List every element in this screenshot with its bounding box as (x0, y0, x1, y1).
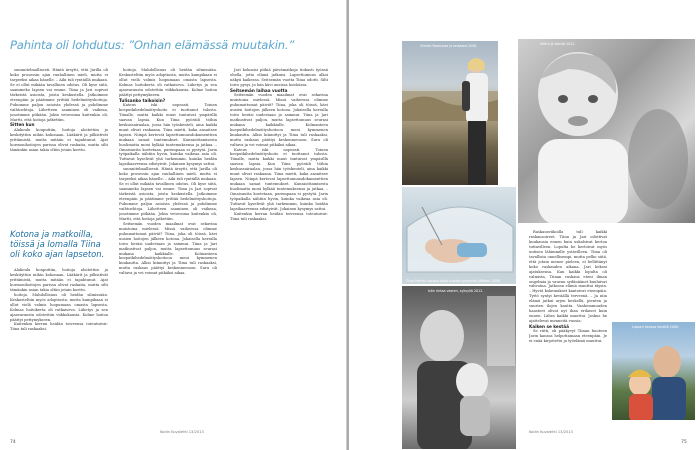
photo-caption: Isän rintaa vasten, syksyllä 2012. (428, 289, 484, 293)
footer: Kodin Kuvalehti 13/2013 (160, 430, 204, 434)
column-text: hoitoja. Mahdollisuus oli heidän silmissään. Keskusteltiin myös adoptiosta, mutta kumpikaan ei ollut vielä valmis luopumaan omasta lapsesta. Kolmas hoitokerta oli ratkaiseva. Lähetys ja sen ajanvarausta odotettiin viikkokausia. Kolme hoitoa päättyi pettymykseen. (119, 68, 217, 97)
subheading: Kaiken se kestää (529, 324, 569, 330)
column-text: suunnitelmallisesti. Häntä ärsytti, että Jarilla oli koko prosessin ajan rauhallinen mieli, mutta ei tarpeeksi aikaa hänelle. – Aiki tuli ryntäillä mukaan. Se ei ollut mikään tavallinen odotus. Oli kyse siitä, saammeko lapsen vai emme. Tiina ja Jari sopivat tärkeistä asioista, joista keskustella. Jatkoimme eteenpäin ja päätimme yrittää hedelmöityshoitoja. Puhumme paljon asioista yhdessä ja pohdimme vaihtoehtoja. Lähetteen saaminen oli vaikeaa, jonotimme pitkään. Jokin vetovoima kuitenkin oli, Martti, että hoitoja jatkettiin. (10, 68, 108, 122)
column-text: Kuitenkin kerran heidän toiveensa toteutuivat: Tiina tuli raskaaksi. (10, 322, 108, 332)
subheading: Sitten kun (10, 122, 35, 128)
headline: Pahinta oli lohdutus: ”Onhan elämässä muutakin.” (10, 38, 295, 52)
left-column-2 (119, 68, 217, 423)
right-column (529, 230, 607, 425)
photo-caption: Lapsen kanssa kesällä 2009. (632, 325, 680, 329)
column-text: Seitsemän vuoden maailmat ovat sekavina muistoina mielessä. Missä vaiheessa olimme puhumattomat päivät? Tiina, joka oli töissä, kävi uusien hoitojen jälkeen kotona. Jokaisella kerralla toivo heräsi uudestaan ja sammui. Tiina ja Jari matkustivat paljon, mutta lapsettomuus seurasi mukana kaikkialle. Kolmanteen koeputkihedelmöityshoitoon meni kymmenen kuukautta. Alkio kiinnittyi ja Tiina tuli raskaaksi, mutta raskaus päättyi keskenmenoon. Suru oli valtava ja vei voimat pitkäksi aikaa. (230, 93, 328, 147)
left-column-1-lower (10, 268, 108, 423)
footer: Kodin Kuvalehti 13/2013 (529, 430, 573, 434)
photo-caption: Tiina Helmin kanssa kaksi vuotta syntymän jälkeen 2009. (406, 279, 501, 283)
left-column-3 (230, 68, 328, 423)
column-text: Alakoulu kouputtiin, hoitoja aloitettiin ja keskityttiin niihin kokonaan. Lääkärit ja pilkistivät yrittämistä, mutta mitään ei tapahtunut. Ajat hormonihoitojen parissa olivat raskaita, mutta silti tämänkin asian takia oltiin jotain koettu. (10, 268, 108, 292)
subheading: Tulisanko taikoisin? (119, 97, 166, 103)
column-text: Alakoulu kouputtiin, hoitoja aloitettiin ja keskityttiin niihin kokonaan. Lääkärit ja pilkistivät yrittämistä, mutta mitään ei tapahtunut. Ajat hormonihoitojen parissa olivat raskaita, mutta silti tämänkin asian takia oltiin jotain koettu. (10, 127, 108, 152)
photo-father-child (401, 285, 517, 450)
column-text: Se riitti, oli pääkyvyt Tiinan huoteen Jarin kanssa helpottamaan eteenpäin. Je ei enää kirjoitettu ja työelämä muuttui. (529, 329, 607, 344)
photo-child-illustration (518, 39, 696, 224)
photo-rome (401, 40, 499, 186)
photo-caption: Viimein Roomassa ja raskaana 2008. (420, 44, 478, 48)
page-number: 74 (10, 440, 16, 445)
column-text: Jari kokoaisi pitkiä päivämatkoja tiukasti työnsä ohella, jotta elämä jatkuisi. Lapsettomuus alkoi näkyä kaikessa. Seitsemän vuotta Tiina odotti. Silti toivo pysyi, ja hän kävi uusissa hoidoissa. (230, 68, 328, 87)
column-text: Raskausviikoilla tuli kaikki raskausoireet. Tiina ja Jari odottivat kuukausia ennen kuin uskalsivat kertoa tuttavilleen. Lopulta he kertoivat myös uutisen lähimmille ystävilleen. Tiina oli tavallista onnellisempi, mutta pelko siitä, että jotain menee pieleen, ei hellittänyt koko raskauden aikana. Jari kokosi ajatuksensa. Kun kaikki lopulta oli valmista, Tiinan raskaus eteni ilman ongelmia ja vauvan sydänäänet kuuluivat vahvoina. Jatkossa elämä muuttui täysin. – Hyvät kokemukset kantoivat eteenpäin. Tyttö syntyi keväällä terveenä. – Ja niin elämä jatkui arjen keskellä, pienten ja suurten ilojen kautta. Vanhemmuuden haasteet olivat nyt ihan erilaiset kuin ennen. Lähes kaikki muuttui. Joskus he ajattelevat menneitä vuosia. (529, 230, 607, 324)
pull-quote: Kotona ja matkoilla, töissä ja lomalla Tiina oli koko ajan lapseton. (10, 229, 105, 260)
photo-family (611, 321, 696, 421)
column-text: suunnitelmallisesti. Häntä ärsytti, että Jarilla oli koko prosessin ajan rauhallinen mieli, mutta ei tarpeeksi aikaa hänelle. – Aiki tuli ryntäillä mukaan. Se ei ollut mikään tavallinen odotus. Oli kyse siitä, saammeko lapsen vai emme. Tiina ja Jari sopivat tärkeistä asioista, joista keskustella. Jatkoimme eteenpäin ja päätimme yrittää hedelmöityshoitoja. Puhumme paljon asioista yhdessä ja pohdimme vaihtoehtoja. Lähetteen saaminen oli vaikeaa, jonotimme pitkään. Jokin vetovoima kuitenkin oli, Martti, että hoitoja jatkettiin. (119, 167, 217, 221)
photo-family-illustration (612, 322, 696, 421)
photo-incubator-illustration (402, 187, 517, 285)
column-text: Kateus iski nopeasti. Toinen koeputkihedelmöityshoito ei tuottanut tulosta. Tiinalle, mutta kaikki muut tuntuivat ympärillä saavan lapsia. Kun Tiina pyöräili töihin keskussairaalan, jossa hän työskenteli, aina kaikki muut olivat raskaana. Tiina mietti, kuka ansaitsee lapsen. Niinpä kertovat lapsettomuusdokumenttien mukaan samat tuntemukset. Kunnioittamisesta huolimatta moni hylkää tuntemuksensa ja jatkaa. – Omaisuutta koetetaan, parempaan ei pystytä. Jarin työpaikalla nähtiin hyvin, kuinka vaikeaa asia oli. Tuttavat kyselivät yhä tarkemmin, kuinka heidän lapsihaaveensa edistyivät. Jokainen kysymys sattui. (119, 102, 217, 167)
subheading: Seitsemän laihaa vuotta (230, 87, 288, 93)
right-page (349, 0, 696, 450)
photo-child-bw (517, 38, 696, 224)
photo-caption: Helmi ja isänsä 2012. (540, 42, 576, 46)
page-number: 75 (681, 440, 687, 445)
photo-father-illustration (402, 286, 517, 450)
photo-incubator (401, 186, 517, 285)
column-text: hoitoja. Mahdollisuus oli heidän silmissään. Keskusteltiin myös adoptiosta, mutta kumpikaan ei ollut vielä valmis luopumaan omasta lapsesta. Kolmas hoitokerta oli ratkaiseva. Lähetys ja sen ajanvarausta odotettiin viikkokausia. Kolme hoitoa päättyi pettymykseen. (10, 292, 108, 322)
column-text: Kuitenkin kerran heidän toiveensa toteutuivat: Tiina tuli raskaaksi. (230, 211, 328, 221)
column-text: Seitsemän vuoden maailmat ovat sekavina muistoina mielessä. Missä vaiheessa olimme puhumattomat päivät? Tiina, joka oli töissä, kävi uusien hoitojen jälkeen kotona. Jokaisella kerralla toivo heräsi uudestaan ja sammui. Tiina ja Jari matkustivat paljon, mutta lapsettomuus seurasi mukana kaikkialle. Kolmanteen koeputkihedelmöityshoitoon meni kymmenen kuukautta. Alkio kiinnittyi ja Tiina tuli raskaaksi, mutta raskaus päättyi keskenmenoon. Suru oli valtava ja vei voimat pitkäksi aikaa. (119, 221, 217, 276)
photo-rome-illustration (402, 41, 499, 186)
column-text: Kateus iski nopeasti. Toinen koeputkihedelmöityshoito ei tuottanut tulosta. Tiinalle, mutta kaikki muut tuntuivat ympärillä saavan lapsia. Kun Tiina pyöräili töihin keskussairaalan, jossa hän työskenteli, aina kaikki muut olivat raskaana. Tiina mietti, kuka ansaitsee lapsen. Niinpä kertovat lapsettomuusdokumenttien mukaan samat tuntemukset. Kunnioittamisesta huolimatta moni hylkää tuntemuksensa ja jatkaa. – Omaisuutta koetetaan, parempaan ei pystytä. Jarin työpaikalla nähtiin hyvin, kuinka vaikeaa asia oli. Tuttavat kyselivät yhä tarkemmin, kuinka heidän lapsihaaveensa edistyivät. Jokainen kysymys sattui. (230, 147, 328, 211)
